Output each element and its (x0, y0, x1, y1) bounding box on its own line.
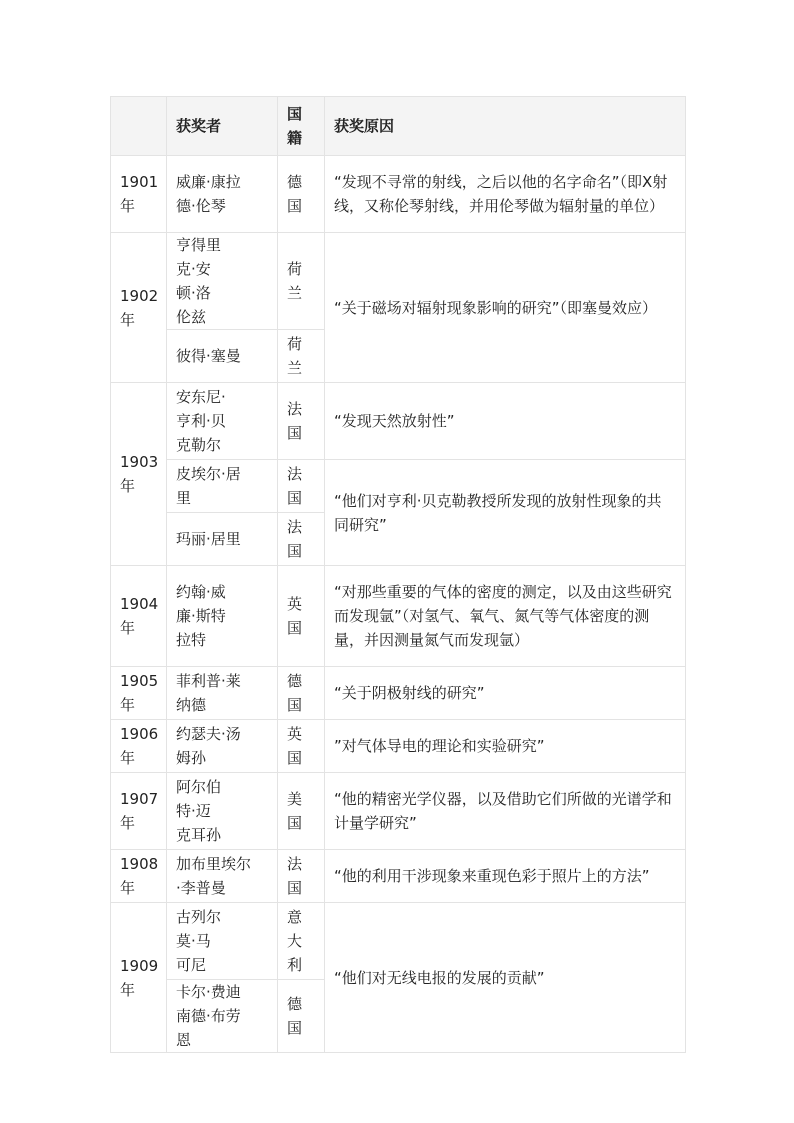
reason-cell (325, 903, 686, 1053)
nobel-physics-table (110, 96, 686, 1053)
year-text: 1902 年 (120, 286, 159, 329)
table-row (111, 156, 686, 233)
table-row (111, 383, 686, 460)
year-cell (111, 773, 167, 850)
nationality-text: 荷 兰 (287, 335, 303, 377)
nationality-cell (278, 980, 325, 1053)
laureate-cell (167, 383, 278, 460)
nationality-text: 英 国 (287, 725, 303, 767)
laureate-cell (167, 850, 278, 903)
year-text: 1901 年 (120, 173, 159, 215)
header-nationality-char-2: 籍 (287, 129, 303, 147)
header-nationality-char-1: 国 (287, 105, 303, 123)
year-text: 1906 年 (120, 725, 159, 767)
laureate-cell (167, 773, 278, 850)
year-text: 1904 年 (120, 595, 159, 637)
header-year (111, 97, 167, 156)
laureate-name: 约翰·威 廉·斯特 拉特 (176, 583, 226, 649)
nationality-text: 法 国 (287, 518, 303, 560)
year-cell (111, 903, 167, 1053)
laureate-name: 皮埃尔·居 里 (176, 465, 241, 507)
nationality-cell (278, 330, 325, 383)
nationality-text: 美 国 (287, 790, 303, 832)
table-row (111, 903, 686, 980)
laureate-name: 彼得·塞曼 (176, 347, 241, 365)
laureate-cell (167, 233, 278, 330)
year-cell (111, 156, 167, 233)
reason-text: “关于磁场对辐射现象影响的研究”（即塞曼效应） (334, 298, 658, 317)
laureate-name: 古列尔 莫·马 可尼 (176, 908, 222, 974)
reason-text: “他们对亨利·贝克勒教授所发现的放射性现象的共同研究” (334, 491, 662, 534)
year-text: 1908 年 (120, 855, 159, 897)
year-text: 1909 年 (120, 956, 159, 999)
year-cell (111, 233, 167, 383)
laureate-cell (167, 903, 278, 980)
reason-cell (325, 850, 686, 903)
reason-cell (325, 720, 686, 773)
reason-cell (325, 233, 686, 383)
year-text: 1907 年 (120, 790, 159, 832)
nationality-text: 德 国 (287, 995, 303, 1037)
reason-cell (325, 156, 686, 233)
reason-text: “发现不寻常的射线，之后以他的名字命名”（即X射线，又称伦琴射线，并用伦琴做为辐射量的单位） (334, 173, 668, 215)
year-cell (111, 667, 167, 720)
laureate-cell (167, 156, 278, 233)
table-header-row (111, 97, 686, 156)
laureate-cell (167, 513, 278, 566)
nationality-text: 荷 兰 (287, 260, 303, 302)
year-text: 1903 年 (120, 453, 159, 495)
nationality-cell (278, 773, 325, 850)
reason-cell (325, 773, 686, 850)
header-reason: 获奖原因 (325, 97, 686, 156)
table-row (111, 667, 686, 720)
laureate-name: 阿尔伯 特·迈 克耳孙 (176, 778, 222, 844)
nationality-cell (278, 903, 325, 980)
laureate-name: 安东尼· 亨利·贝 克勒尔 (176, 388, 226, 454)
laureate-cell (167, 667, 278, 720)
reason-text: “他的利用干涉现象来重现色彩于照片上的方法” (334, 867, 650, 885)
year-cell (111, 850, 167, 903)
table-row (111, 850, 686, 903)
laureate-name: 玛丽·居里 (176, 530, 241, 548)
reason-text: “对那些重要的气体的密度的测定，以及由这些研究而发现氩”（对氢气、氧气、氮气等气体密度的测量，并因测量氮气而发现氩） (334, 583, 672, 649)
table-row (111, 720, 686, 773)
nationality-text: 英 国 (287, 595, 303, 637)
header-laureate: 获奖者 (167, 97, 278, 156)
year-cell (111, 720, 167, 773)
year-cell (111, 566, 167, 667)
reason-cell (325, 566, 686, 667)
laureate-name: 亨得里 克·安 顿·洛 伦兹 (176, 236, 222, 326)
nationality-cell (278, 460, 325, 513)
table-row (111, 233, 686, 330)
reason-cell (325, 383, 686, 460)
nationality-cell (278, 156, 325, 233)
laureate-name: 威廉·康拉 德·伦琴 (176, 173, 241, 215)
nationality-cell (278, 383, 325, 460)
nationality-text: 法 国 (287, 465, 303, 507)
reason-text: “他的精密光学仪器，以及借助它们所做的光谱学和计量学研究” (334, 790, 672, 832)
reason-text: ”对气体导电的理论和实验研究” (334, 737, 545, 755)
laureate-name: 菲利普·莱 纳德 (176, 672, 241, 714)
laureate-cell (167, 720, 278, 773)
header-nationality (278, 97, 325, 156)
year-cell (111, 383, 167, 566)
reason-cell (325, 460, 686, 566)
reason-cell (325, 667, 686, 720)
nationality-text: 法 国 (287, 400, 303, 442)
nationality-cell (278, 850, 325, 903)
laureate-cell (167, 330, 278, 383)
laureate-cell (167, 566, 278, 667)
table-row (111, 773, 686, 850)
nationality-cell (278, 513, 325, 566)
table-row (111, 460, 686, 513)
nationality-text: 德 国 (287, 173, 303, 215)
nationality-text: 德 国 (287, 672, 303, 714)
table-row (111, 566, 686, 667)
nationality-text: 法 国 (287, 855, 303, 897)
reason-text: “关于阴极射线的研究” (334, 684, 485, 702)
nationality-cell (278, 566, 325, 667)
year-text: 1905 年 (120, 672, 159, 714)
nationality-cell (278, 233, 325, 330)
reason-text: “发现天然放射性” (334, 412, 455, 430)
nationality-text: 意 大 利 (287, 908, 303, 974)
laureate-cell (167, 460, 278, 513)
nationality-cell (278, 667, 325, 720)
laureate-name: 约瑟夫·汤 姆孙 (176, 725, 241, 767)
laureate-name: 卡尔·费迪 南德·布劳 恩 (176, 983, 241, 1049)
nationality-cell (278, 720, 325, 773)
reason-text: “他们对无线电报的发展的贡献” (334, 968, 545, 987)
laureate-name: 加布里埃尔 ·李普曼 (176, 855, 252, 897)
laureate-cell (167, 980, 278, 1053)
